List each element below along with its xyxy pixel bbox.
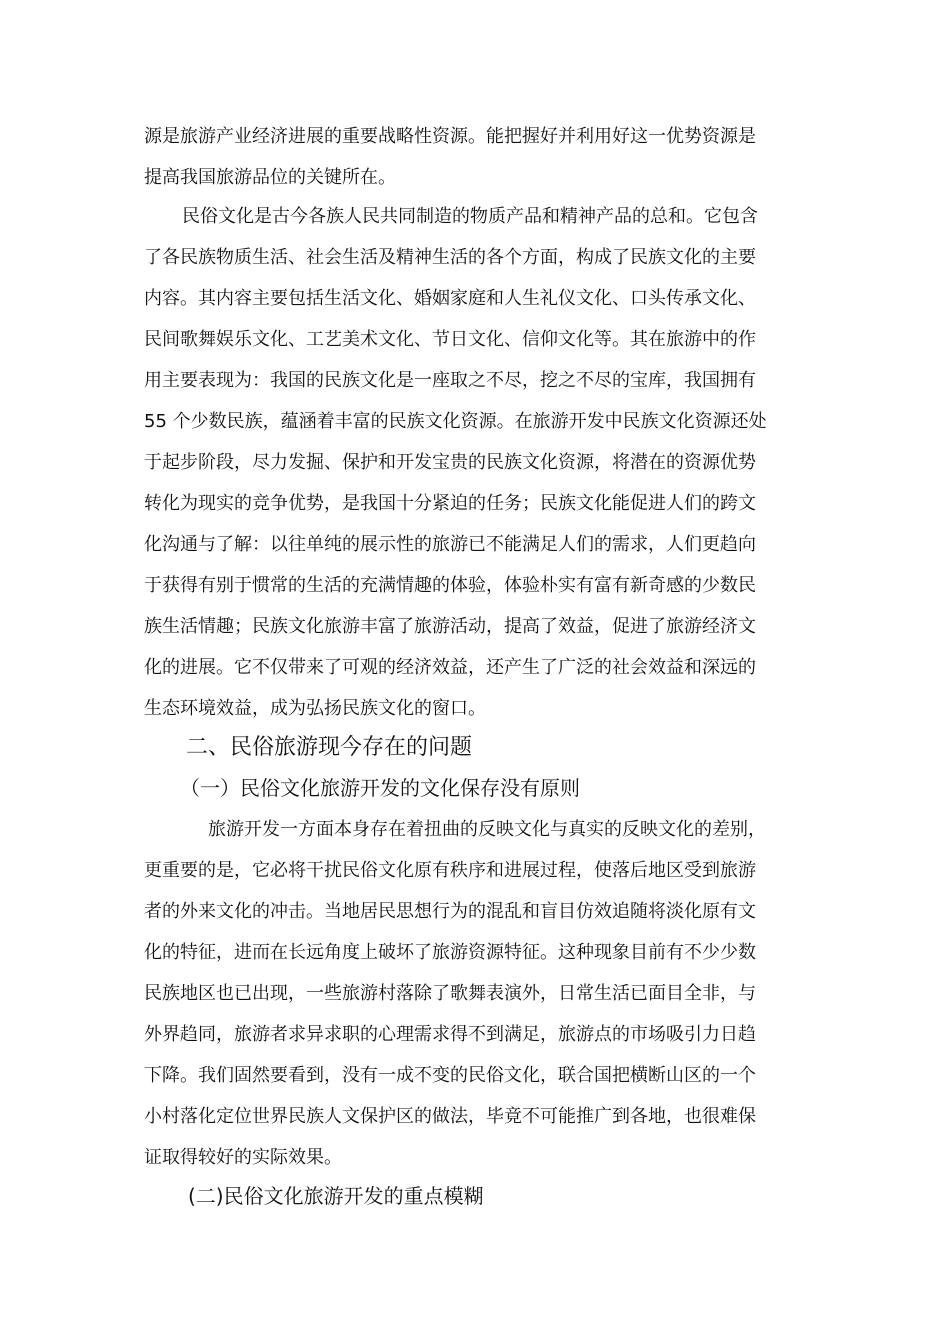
paragraph-line: 民俗文化是古今各族人民共同制造的物质产品和精神产品的总和。它包含 [182,206,758,227]
paragraph-line: 外界趋同，旅游者求异求职的心理需求得不到满足，旅游点的市场吸引力日趋 [144,1024,756,1045]
section-heading: 二、民俗旅游现今存在的问题 [186,735,473,760]
paragraph-line: 生态环境效益，成为弘扬民族文化的窗口。 [144,698,486,719]
subsection-heading: （一）民俗文化旅游开发的文化保存没有原则 [180,776,580,800]
paragraph-line: 了各民族物质生活、社会生活及精神生活的各个方面，构成了民族文化的主要 [144,247,756,268]
paragraph-line: 者的外来文化的冲击。当地居民思想行为的混乱和盲目仿效追随将淡化原有文 [144,901,756,922]
paragraph-line: 小村落化定位世界民族人文保护区的做法，毕竟不可能推广到各地，也很难保 [144,1106,756,1127]
paragraph-line: 证取得较好的实际效果。 [144,1147,342,1168]
paragraph-line: 族生活情趣；民族文化旅游丰富了旅游活动，提高了效益，促进了旅游经济文 [144,616,756,637]
paragraph-line: 用主要表现为：我国的民族文化是一座取之不尽，挖之不尽的宝库，我国拥有 [144,370,756,391]
paragraph-line: 55 个少数民族，蕴涵着丰富的民族文化资源。在旅游开发中民族文化资源还处 [144,411,767,432]
paragraph-line: 源是旅游产业经济进展的重要战略性资源。能把握好并利用好这一优势资源是 [144,126,756,147]
paragraph-line: 转化为现实的竞争优势，是我国十分紧迫的任务；民族文化能促进人们的跨文 [144,493,756,514]
paragraph-line: 内容。其内容主要包括生活文化、婚姻家庭和人生礼仪文化、口头传承文化、 [144,288,756,309]
subsection-heading: (二)民俗文化旅游开发的重点模糊 [188,1184,484,1208]
paragraph-line: 于起步阶段，尽力发掘、保护和开发宝贵的民族文化资源，将潜在的资源优势 [144,452,756,473]
paragraph-line: 民间歌舞娱乐文化、工艺美术文化、节日文化、信仰文化等。其在旅游中的作 [144,329,756,350]
paragraph-line: 更重要的是，它必将干扰民俗文化原有秩序和进展过程，使落后地区受到旅游 [144,860,756,881]
paragraph-line: 下降。我们固然要看到，没有一成不变的民俗文化，联合国把横断山区的一个 [144,1065,756,1086]
paragraph-line: 民族地区也已出现，一些旅游村落除了歌舞表演外，日常生活已面目全非，与 [144,983,756,1004]
paragraph-line: 旅游开发一方面本身存在着扭曲的反映文化与真实的反映文化的差别， [208,819,766,840]
paragraph-line: 化沟通与了解：以往单纯的展示性的旅游已不能满足人们的需求，人们更趋向 [144,534,756,555]
paragraph-line: 于获得有别于惯常的生活的充满情趣的体验，体验朴实有富有新奇感的少数民 [144,575,756,596]
paragraph-line: 化的进展。它不仅带来了可观的经济效益，还产生了广泛的社会效益和深远的 [144,657,756,678]
paragraph-line: 提高我国旅游品位的关键所在。 [144,167,396,188]
paragraph-line: 化的特征，进而在长远角度上破坏了旅游资源特征。这种现象目前有不少少数 [144,942,756,963]
